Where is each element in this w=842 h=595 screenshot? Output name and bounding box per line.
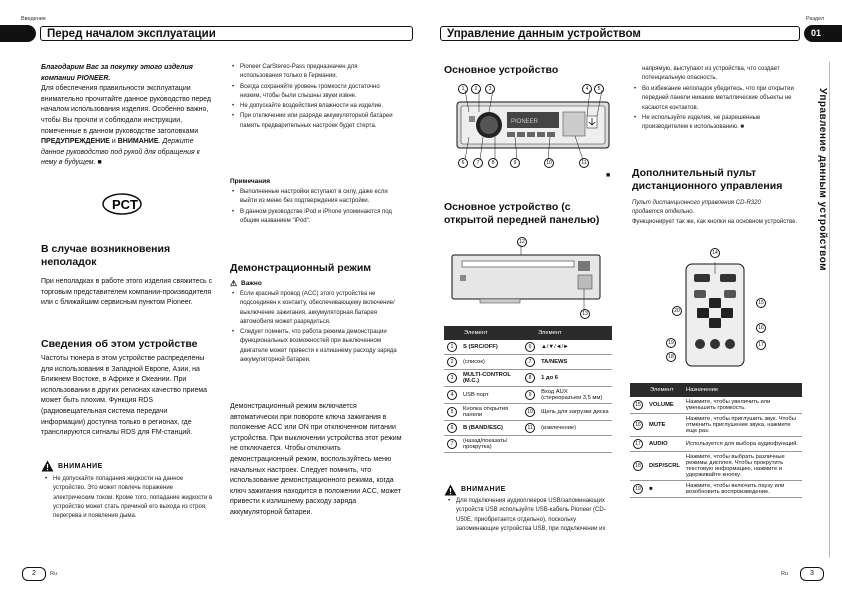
- row-item: MUTE: [646, 414, 683, 437]
- warning1-title: ВНИМАНИЕ: [58, 463, 103, 470]
- notes-item: • В данном руководстве iPod и iPhone упоминаются под общим названием "iPod".: [240, 208, 400, 227]
- callout-20: 20: [672, 306, 682, 316]
- main-unit-table: [444, 326, 612, 453]
- row-desc: Нажмите, чтобы увеличить или уменьшить громкость.: [683, 397, 802, 414]
- right-lang: Ru: [781, 571, 789, 577]
- right-page-number: 3: [800, 567, 824, 581]
- row-item: TA/NEWS: [538, 355, 612, 370]
- demo-important-label: Важно: [241, 280, 262, 287]
- brand-label: PIONEER: [511, 119, 539, 125]
- callout-5: 5: [594, 84, 604, 94]
- main-unit-end-mark: ■: [606, 172, 611, 179]
- callout-10: 10: [544, 158, 554, 168]
- notes-list: [230, 188, 400, 227]
- table-row: [444, 436, 612, 453]
- callout-6: 6: [458, 158, 468, 168]
- row-item: AUDIO: [646, 437, 683, 452]
- row-item: USB порт: [460, 387, 522, 404]
- callout-16: 16: [756, 323, 766, 333]
- table-row: [444, 387, 612, 404]
- warning-icon: [41, 460, 54, 472]
- callout-18: 18: [666, 352, 676, 362]
- row-item: (список): [460, 355, 522, 370]
- demo-item: • Если красный провод (ACC) этого устройства не подсоединен к контакту, обеспечивающему включение/выключение зажигания, аккумуляторная батарея автомобиля может разрядиться.: [240, 290, 402, 327]
- row-desc: Нажмите, чтобы приглушить звук. Чтобы отменить приглушение звука, нажмите еще раз.: [683, 414, 802, 437]
- row-item: B (BAND/ESC): [460, 421, 522, 436]
- table-row: [444, 355, 612, 370]
- intro-bold-warning: ПРЕДУПРЕЖДЕНИЕ: [41, 138, 110, 146]
- row-desc: Используется для выбора аудиофункций.: [683, 437, 802, 452]
- col4-item-text: Не используйте изделия, не разрешенные производителем к использованию.: [642, 114, 761, 131]
- demo-item: • Следует помнить, что работа режима демонстрации функциональных возможностей при выключенном двигателе может привести к излишнему расходу заряда аккумуляторной батареи.: [240, 328, 402, 365]
- row-num: 4: [447, 390, 457, 400]
- col2-item: • Pioneer CarStereo-Pass предназначен для использования только в Германии.: [240, 63, 400, 82]
- table2-header: Назначение: [683, 383, 802, 397]
- row-num: 3: [447, 373, 457, 383]
- col2-item: • Не допускайте воздействия влажности на изделие.: [240, 102, 400, 111]
- row-item: (извлечение): [538, 421, 612, 436]
- certification-logo: [101, 192, 143, 216]
- row-desc: Нажмите, чтобы выбрать различные режимы дисплея. Чтобы прокрутить текстовую информацию, нажмите и удерживайте кнопку.: [683, 452, 802, 481]
- row-num-7: 7: [447, 439, 457, 449]
- notes-item: • Выполненные настройки вступают в силу, даже если выйти из меню без подтверждения настройки.: [240, 188, 400, 207]
- table-row: [630, 414, 802, 437]
- row-num: 15: [633, 400, 643, 410]
- table1-header: Элемент: [522, 326, 612, 340]
- table-row: [630, 437, 802, 452]
- left-header-bar: [0, 25, 36, 42]
- notes-title: Примечания: [230, 178, 271, 185]
- callout-15: 15: [756, 298, 766, 308]
- row-item: ▲/▼/◄/►: [538, 340, 612, 355]
- col4-item: • Во избежание неполадок убедитесь, что при открытии передней панели никакие металлические объекты не касаются контактов.: [642, 85, 802, 113]
- remote-italic: Пульт дистанционного управления CD-R320 продается отдельно.: [632, 200, 761, 216]
- callout-14: 14: [710, 248, 720, 258]
- warning2-list: [446, 497, 614, 535]
- callout-1: 1: [458, 84, 468, 94]
- intro-bold-caution: ВНИМАНИЕ: [117, 138, 159, 146]
- demo-title: Демонстрационный режим: [230, 262, 372, 274]
- row-item: Щель для загрузки диска: [538, 404, 612, 421]
- row-num: 7: [525, 357, 535, 367]
- row-num: 17: [633, 439, 643, 449]
- intro-block: [41, 63, 216, 169]
- callout-7: 7: [473, 158, 483, 168]
- callout-3: 3: [485, 84, 495, 94]
- left-page-title: Перед началом эксплуатации: [40, 26, 413, 41]
- callout-8: 8: [488, 158, 498, 168]
- table-row: [444, 370, 612, 387]
- warning1-item: • Не допускайте попадания жидкости на данное устройство. Это может повлечь поражение электрическим током. Кроме того, попадание жидкости в устройство может стать причиной его выхода из строя, перегрева и появления дыма.: [53, 475, 213, 521]
- intro-and: и: [109, 138, 118, 146]
- right-header-bar: [804, 25, 842, 42]
- row-num: 5: [447, 407, 457, 417]
- callout-13: 13: [580, 309, 590, 319]
- callout-9: 9: [510, 158, 520, 168]
- right-page-title: Управление данным устройством: [440, 26, 800, 41]
- faults-text: При неполадках в работе этого изделия свяжитесь с торговым представителем компании-производителя или с ближайшим сервисным пунктом Pioneer.: [41, 278, 213, 307]
- row-num: 10: [525, 407, 535, 417]
- table-row: [444, 421, 612, 436]
- demo-text: Демонстрационный режим включается автоматически при повороте ключа зажигания в положение ACC или ON при отключенном питании устройства. При выключении устройства этот режим не отключается. Чтобы отключить демонстрационный режим, воспользуйтесь меню начальных настроек. Следует помнить, что использование демонстрационного режима, когда ключ зажигания находится в положении ACC, может привести к излишнему расходу заряда аккумуляторной батареи.: [230, 403, 402, 516]
- main-unit-open-title: Основное устройство (с открытой передней панелью): [444, 201, 600, 226]
- row-item: MULTI-CONTROL (M.C.): [460, 370, 522, 387]
- faults-title: В случае возникновения неполадок: [41, 243, 171, 268]
- main-unit-title: Основное устройство: [444, 64, 559, 76]
- open-panel-illustration: [450, 245, 602, 311]
- row-item: S (SRC/OFF): [460, 340, 522, 355]
- row-num: 9: [525, 390, 535, 400]
- row-item: Кнопка открытия панели: [460, 404, 522, 421]
- warning2-item: • Для подключения аудиоплееров USB/запоминающих устройств USB используйте USB-кабель Pioneer (CD-U50E, приобретается отдельно), поскольку запоминающие устройства USB, при подключении их: [456, 497, 614, 534]
- remote-title: Дополнительный пульт дистанционного управления: [632, 167, 783, 192]
- row-num: 19: [633, 484, 643, 494]
- demo-list: [230, 290, 402, 366]
- warning2-title: ВНИМАНИЕ: [461, 486, 506, 493]
- table-row: [444, 404, 612, 421]
- unit-info-text: Частоты тюнера в этом устройстве распределены для использования в Западной Европе, Азии, на Ближнем Востоке, в Африке и Океании. При использовании в других регионах качество приема может быть плохим. Функция RDS (радиовещательная система передачи информации) доступна только в регионах, где транслируются сигналы RDS для FM-станций.: [41, 355, 208, 437]
- callout-17: 17: [756, 340, 766, 350]
- table-row: [444, 340, 612, 355]
- table-row: [630, 481, 802, 498]
- warning-icon: [444, 484, 457, 496]
- col4-list: [632, 85, 802, 133]
- col2-item: • При отключении или разряде аккумуляторной батареи память предварительных настроек будет стерта.: [240, 112, 400, 131]
- row-item: DISP/SCRL: [646, 452, 683, 481]
- col2-item: • Всегда сохраняйте уровень громкости достаточно низким, чтобы были слышны звуки извне.: [240, 83, 400, 102]
- left-corner-label: Введение: [21, 16, 46, 22]
- row-desc: Нажмите, чтобы включить паузу или возобновить воспроизведение.: [683, 481, 802, 498]
- intro-italic: . Держите данное руководство под рукой для обращения к нему в будущем.: [41, 138, 200, 167]
- row-item: VOLUME: [646, 397, 683, 414]
- important-icon: ⚠: [230, 279, 238, 288]
- left-lang: Ru: [50, 571, 58, 577]
- row-num: 6: [525, 342, 535, 352]
- head-unit-illustration: [455, 82, 613, 170]
- row-num: 2: [447, 357, 457, 367]
- remote-illustration: [680, 262, 750, 370]
- sidebar-rule: [829, 62, 842, 558]
- remote-text: Функционирует так же, как кнопки на основном устройстве.: [632, 219, 798, 225]
- intro-end-mark: ■: [97, 159, 102, 167]
- sidebar-section-title: Управление данным устройством: [817, 88, 828, 272]
- remote-table: [630, 383, 802, 498]
- row-num-6: 6: [447, 423, 457, 433]
- table1-header: Элемент: [444, 326, 522, 340]
- col4-end-mark: ■: [740, 124, 744, 131]
- row-num: 16: [633, 420, 643, 430]
- row-item: 1 до 6: [538, 370, 612, 387]
- table-row: [630, 452, 802, 481]
- svg-text:PCT: PCT: [112, 197, 138, 212]
- left-page-number: 2: [22, 567, 46, 581]
- unit-info-title: Сведения об этом устройстве: [41, 338, 198, 350]
- row-item: Вход AUX (стереоразъем 3,5 мм): [538, 387, 612, 404]
- table-row: [630, 397, 802, 414]
- intro-lead: Благодарим Вас за покупку этого изделия компании PIONEER.: [41, 64, 193, 82]
- col2-list: [230, 63, 400, 132]
- callout-12: 12: [517, 237, 527, 247]
- right-corner-label: Раздел: [806, 16, 825, 22]
- col4-top-text: напрямую, выступают из устройства, что создает потенциальную опасность.: [642, 66, 780, 82]
- row-num: 1: [447, 342, 457, 352]
- callout-2: 2: [471, 84, 481, 94]
- row-num: 8: [525, 373, 535, 383]
- callout-19: 19: [666, 338, 676, 348]
- row-num: 11: [525, 423, 535, 433]
- callout-11: 11: [579, 158, 589, 168]
- section-number: 01: [811, 28, 822, 38]
- row-item: ■: [646, 481, 683, 498]
- row-num: 18: [633, 461, 643, 471]
- row-item: (назад/показать/прокрутка): [460, 436, 522, 453]
- intro-text: Для обеспечения правильности эксплуатации внимательно прочитайте данное руководство перед началом использования изделия. Особенно важно, чтобы Вы прочли и соблюдали инструкции, помеченные в данном руководстве заголовками: [41, 85, 211, 135]
- callout-4: 4: [582, 84, 592, 94]
- col4-item: [642, 114, 802, 133]
- warning1-list: [43, 475, 213, 522]
- table2-header: Элемент: [630, 383, 683, 397]
